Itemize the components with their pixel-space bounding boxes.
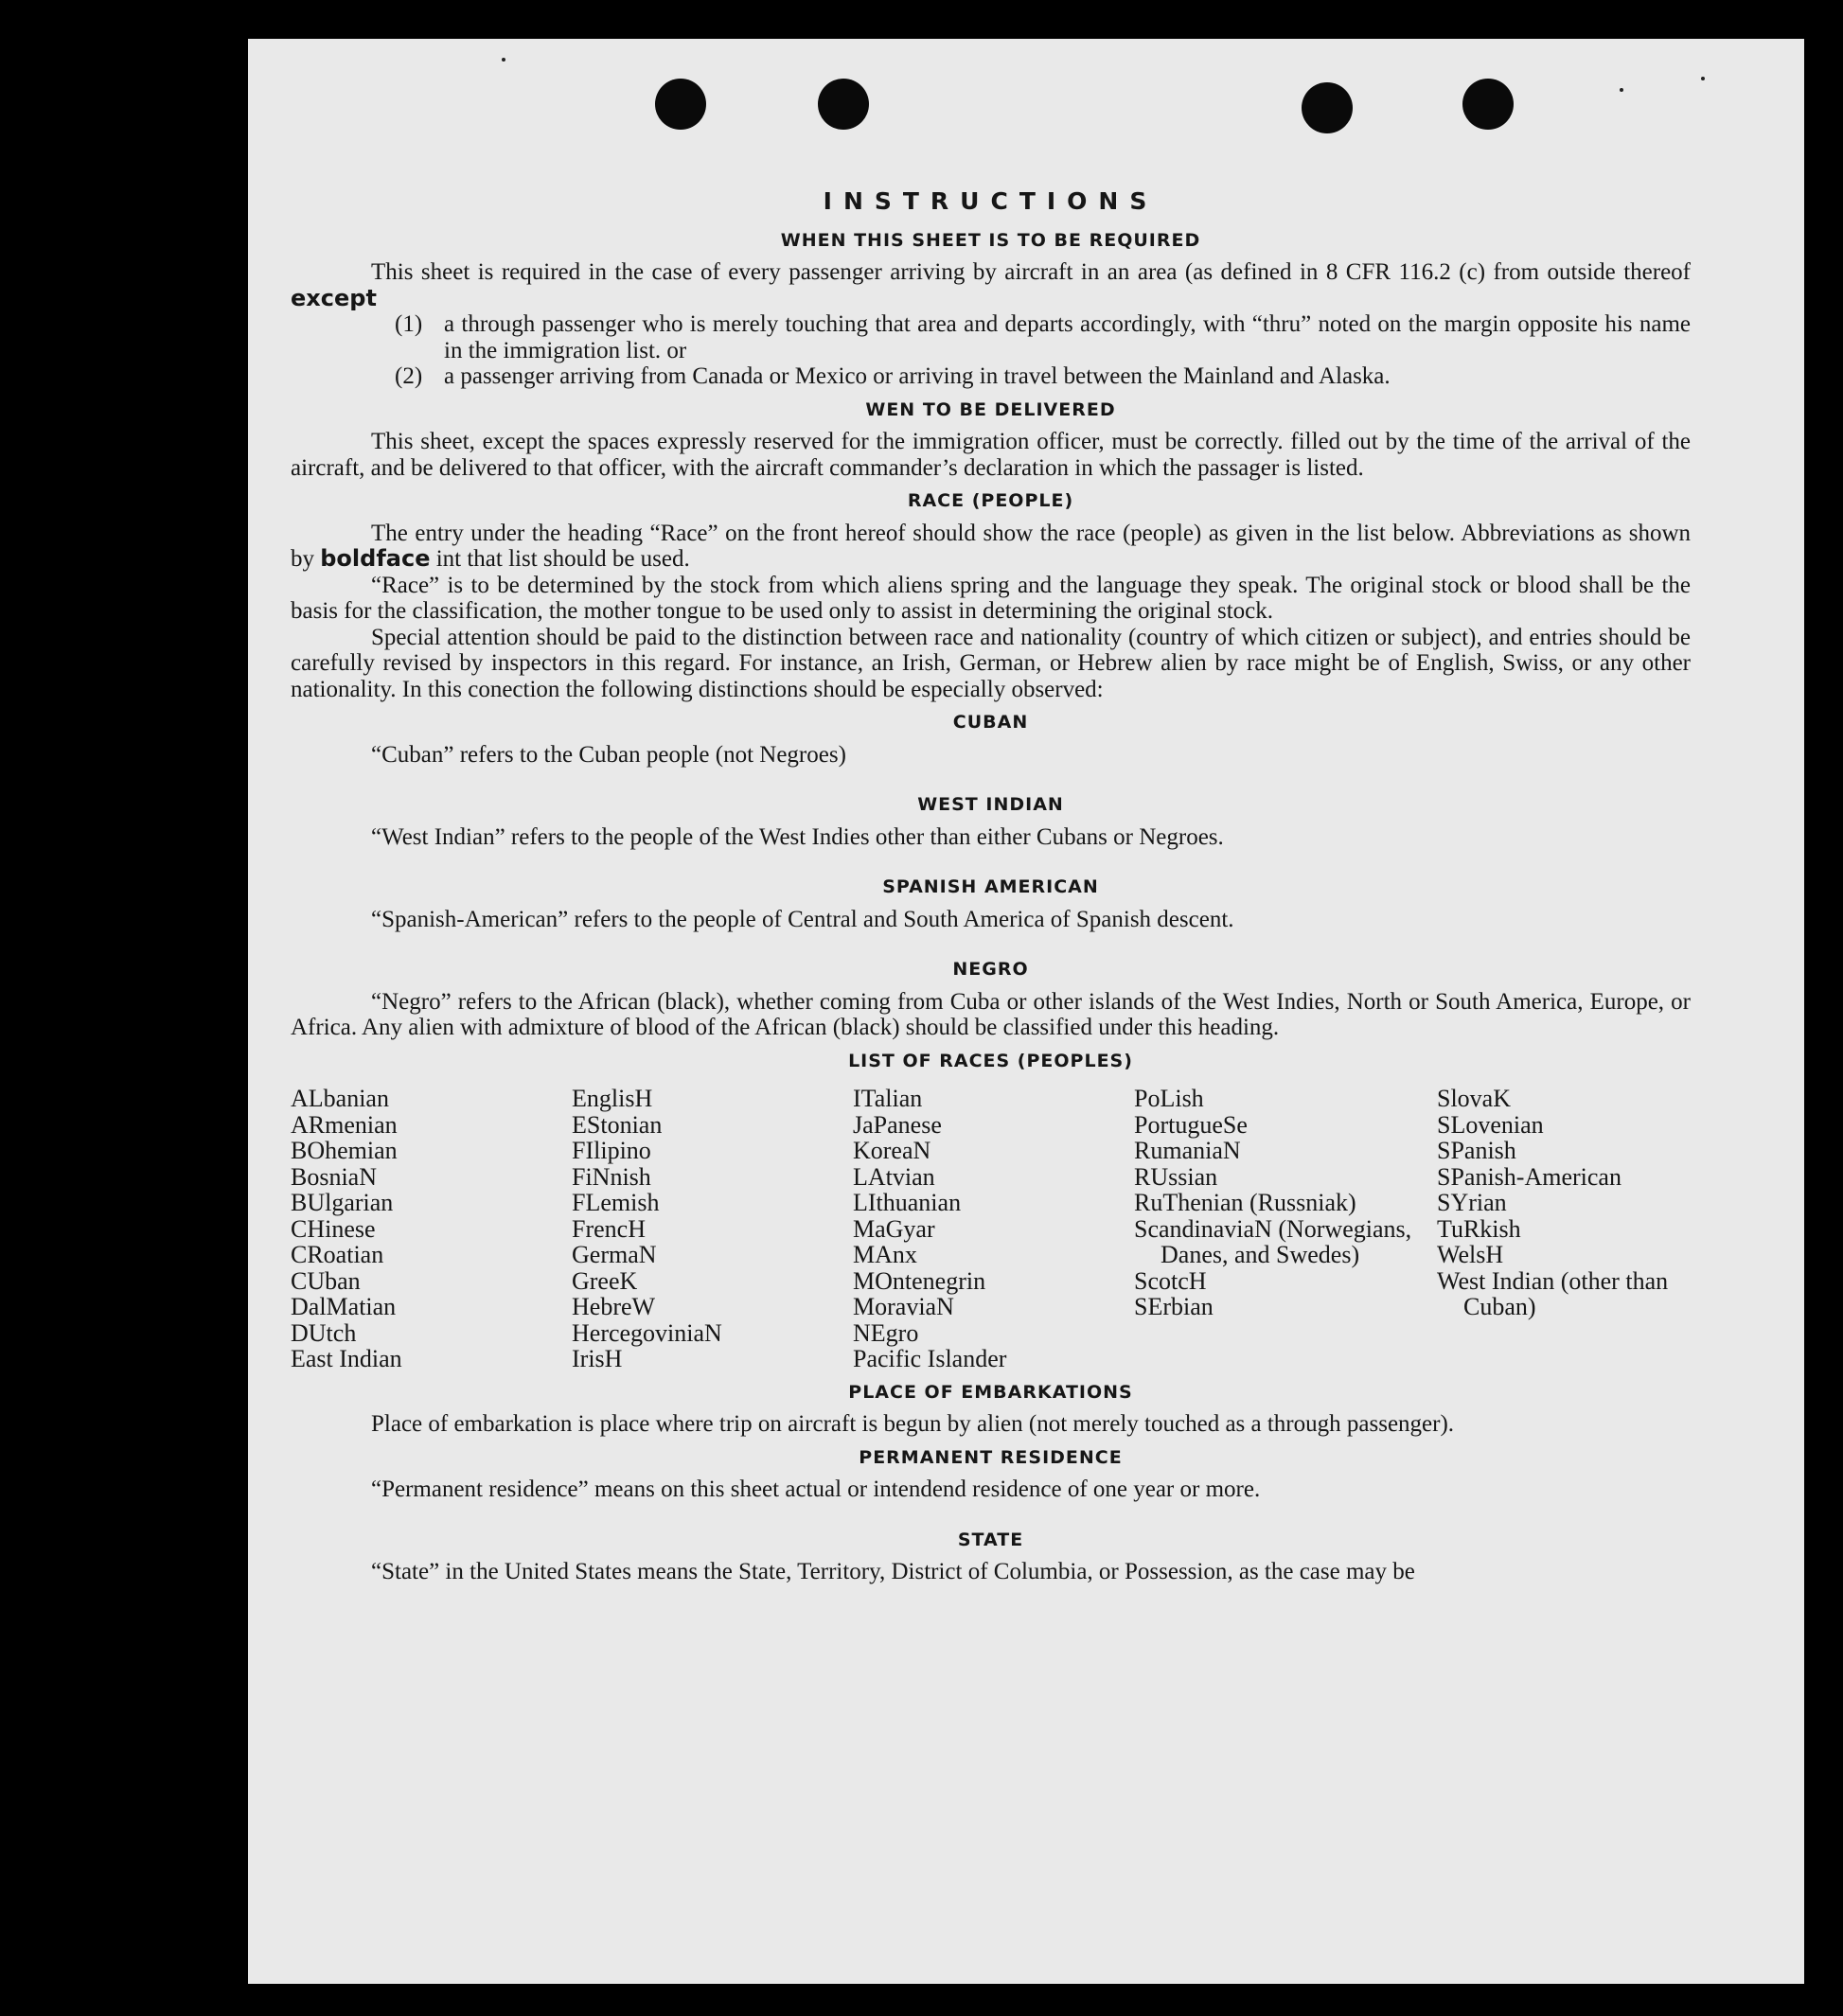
section-gap	[291, 1503, 1691, 1520]
race-list-item: LAtvian	[853, 1162, 935, 1191]
race-list-item: ScandinaviaN (Norwegians, Danes, and Swedes)	[1134, 1214, 1412, 1268]
race-list-item: LIthuanian	[853, 1189, 962, 1216]
race-list-item: SPanish-American	[1437, 1162, 1621, 1191]
exception-item	[395, 363, 1691, 390]
required-text: This sheet is required in the case of every passenger arriving by aircraft in an area (as defined in 8 CFR 116.2 (c) from outside thereof	[371, 259, 1691, 285]
race-list-item: NEgro	[853, 1318, 919, 1347]
race-list-item: ITalian	[853, 1085, 923, 1112]
section-gap	[291, 768, 1691, 785]
westindian-heading: WEST INDIAN	[917, 794, 1064, 815]
embark-heading: PLACE OF EMBARKATIONS	[848, 1381, 1133, 1403]
section-gap	[291, 850, 1691, 867]
required-paragraph	[291, 259, 1691, 311]
race-list-item: KoreaN	[853, 1137, 931, 1164]
race-list-item: MOntenegrin	[853, 1266, 986, 1295]
race-list-item: EnglisH	[572, 1085, 653, 1112]
race-list-item: FIlipino	[572, 1137, 651, 1164]
race-list-item: ScotcH	[1134, 1266, 1207, 1295]
race-list-item: SErbian	[1134, 1293, 1214, 1320]
residence-paragraph: “Permanent residence” means on this sheet actual or intendend residence of one year or more.	[371, 1477, 1261, 1502]
race-list-item: MAnx	[853, 1241, 917, 1268]
delivered-heading: WEN TO BE DELIVERED	[865, 398, 1116, 420]
race-list-item: WelsH	[1437, 1241, 1504, 1268]
race-list-item: DUtch	[291, 1318, 357, 1347]
race-list-item: ALbanian	[291, 1085, 389, 1112]
race-list-item: GreeK	[572, 1266, 638, 1295]
race-paragraph-1	[291, 521, 1691, 573]
document-sheet	[248, 39, 1804, 1984]
negro-paragraph: “Negro” refers to the African (black), whether coming from Cuba or other islands of the West Indies, North or South America, Europe, or Africa. Any alien with admixture of blood of the African (black) should be classified under this heading.	[291, 988, 1691, 1040]
race-list-item: SPanish	[1437, 1137, 1516, 1164]
race-list-item: FrencH	[572, 1214, 646, 1243]
section-gap	[291, 932, 1691, 949]
negro-heading: NEGRO	[952, 959, 1029, 980]
cuban-paragraph: “Cuban” refers to the Cuban people (not Negroes)	[371, 741, 846, 768]
races-column-5	[1437, 1086, 1688, 1372]
race-list-item: BOhemian	[291, 1137, 398, 1164]
race-list-item: MoraviaN	[853, 1293, 954, 1320]
residence-heading: PERMANENT RESIDENCE	[859, 1446, 1123, 1468]
exception-text: a passenger arriving from Canada or Mexico or arriving in travel between the Mainland and Alaska.	[444, 363, 1391, 389]
race-paragraph-3: Special attention should be paid to the distinction between race and nationality (country of which citizen or subject), and entries should be carefully revised by inspectors in this regard. For instance, an Irish, German, or Hebrew alien by race might be of English, Swiss, or any other nationality. In this conection the following distinctions should be especially observed:	[291, 624, 1691, 702]
race-list-item: CRoatian	[291, 1241, 384, 1268]
paper-speck	[502, 58, 505, 62]
race-list-item: East Indian	[291, 1345, 402, 1372]
required-heading: WHEN THIS SHEET IS TO BE REQUIRED	[780, 229, 1201, 251]
race-list-item: HebreW	[572, 1293, 656, 1320]
paper-speck	[1701, 77, 1705, 80]
race-list-item: CUban	[291, 1266, 361, 1295]
instructions-title: INSTRUCTIONS	[823, 187, 1159, 215]
race-list-item: IrisH	[572, 1345, 623, 1372]
races-column-1	[291, 1086, 572, 1372]
race-paragraph-1-bold: boldface	[320, 545, 431, 572]
race-list-item: ARmenian	[291, 1110, 398, 1139]
race-list-item: RUssian	[1134, 1162, 1218, 1191]
embark-paragraph: Place of embarkation is place where trip on aircraft is begun by alien (not merely touched as a through passenger).	[371, 1411, 1455, 1437]
westindian-paragraph: “West Indian” refers to the people of the West Indies other than either Cubans or Negroes.	[371, 823, 1224, 850]
races-column-3	[853, 1086, 1134, 1372]
race-list-item: PoLish	[1134, 1085, 1204, 1112]
race-heading: RACE (PEOPLE)	[907, 490, 1074, 511]
list-heading: LIST OF RACES (PEOPLES)	[848, 1050, 1133, 1071]
exception-item	[395, 311, 1691, 363]
races-column-4	[1134, 1086, 1437, 1372]
race-paragraph-1-tail: int that list should be used.	[435, 546, 690, 572]
race-paragraph-1-text: The entry under the heading “Race” on the front hereof should show the race (people) as given in the list below. Abbreviations as shown by	[291, 520, 1691, 572]
race-list-item: FLemish	[572, 1189, 660, 1216]
race-list-item: GermaN	[572, 1241, 657, 1268]
race-list-item: PortugueSe	[1134, 1110, 1248, 1139]
race-list-item: DalMatian	[291, 1293, 397, 1320]
state-paragraph: “State” in the United States means the State, Territory, District of Columbia, or Possession, as the case may be	[371, 1559, 1415, 1584]
cuban-heading: CUBAN	[952, 712, 1029, 733]
races-list	[291, 1086, 1691, 1372]
race-list-item: BUlgarian	[291, 1189, 394, 1216]
race-list-item: TuRkish	[1437, 1214, 1521, 1243]
delivered-paragraph: This sheet, except the spaces expressly reserved for the immigration officer, must be correctly. filled out by the time of the arrival of the aircraft, and be delivered to that officer, with the aircraft commander’s declaration in which the passager is listed.	[291, 429, 1691, 481]
required-bold: except	[291, 284, 377, 311]
paper-speck	[1620, 88, 1623, 92]
punch-hole	[1302, 82, 1353, 133]
race-list-item: SlovaK	[1437, 1085, 1511, 1112]
race-list-item: BosniaN	[291, 1162, 377, 1191]
spanish-heading: SPANISH AMERICAN	[882, 876, 1099, 897]
spanish-paragraph: “Spanish-American” refers to the people of Central and South America of Spanish descent.	[371, 906, 1234, 932]
race-list-item: HercegoviniaN	[572, 1318, 722, 1347]
races-column-2	[572, 1086, 853, 1372]
state-heading: STATE	[957, 1529, 1024, 1550]
race-list-item: RuThenian (Russniak)	[1134, 1189, 1356, 1216]
race-list-item: Pacific Islander	[853, 1345, 1007, 1372]
race-list-item: RumaniaN	[1134, 1137, 1241, 1164]
exception-number: (1)	[395, 311, 423, 337]
race-paragraph-2: “Race” is to be determined by the stock from which aliens spring and the language they speak. The original stock or blood shall be the basis for the classification, the mother tongue to be used only to assist in determining the original stock.	[291, 572, 1691, 624]
race-list-item: SLovenian	[1437, 1110, 1544, 1139]
race-list-item: West Indian (other than Cuban)	[1437, 1266, 1669, 1320]
instructions-content	[291, 181, 1691, 1585]
race-list-item: JaPanese	[853, 1110, 942, 1139]
exception-number: (2)	[395, 363, 423, 389]
punch-hole	[655, 79, 706, 130]
race-list-item: SYrian	[1437, 1189, 1507, 1216]
punch-hole	[818, 79, 869, 130]
exception-text: a through passenger who is merely touching that area and departs accordingly, with “thru” noted on the margin opposite his name in the immigration list. or	[444, 311, 1691, 363]
race-list-item: EStonian	[572, 1110, 663, 1139]
punch-hole	[1462, 79, 1514, 130]
race-list-item: CHinese	[291, 1214, 376, 1243]
race-list-item: MaGyar	[853, 1214, 935, 1243]
race-list-item: FiNnish	[572, 1162, 651, 1191]
